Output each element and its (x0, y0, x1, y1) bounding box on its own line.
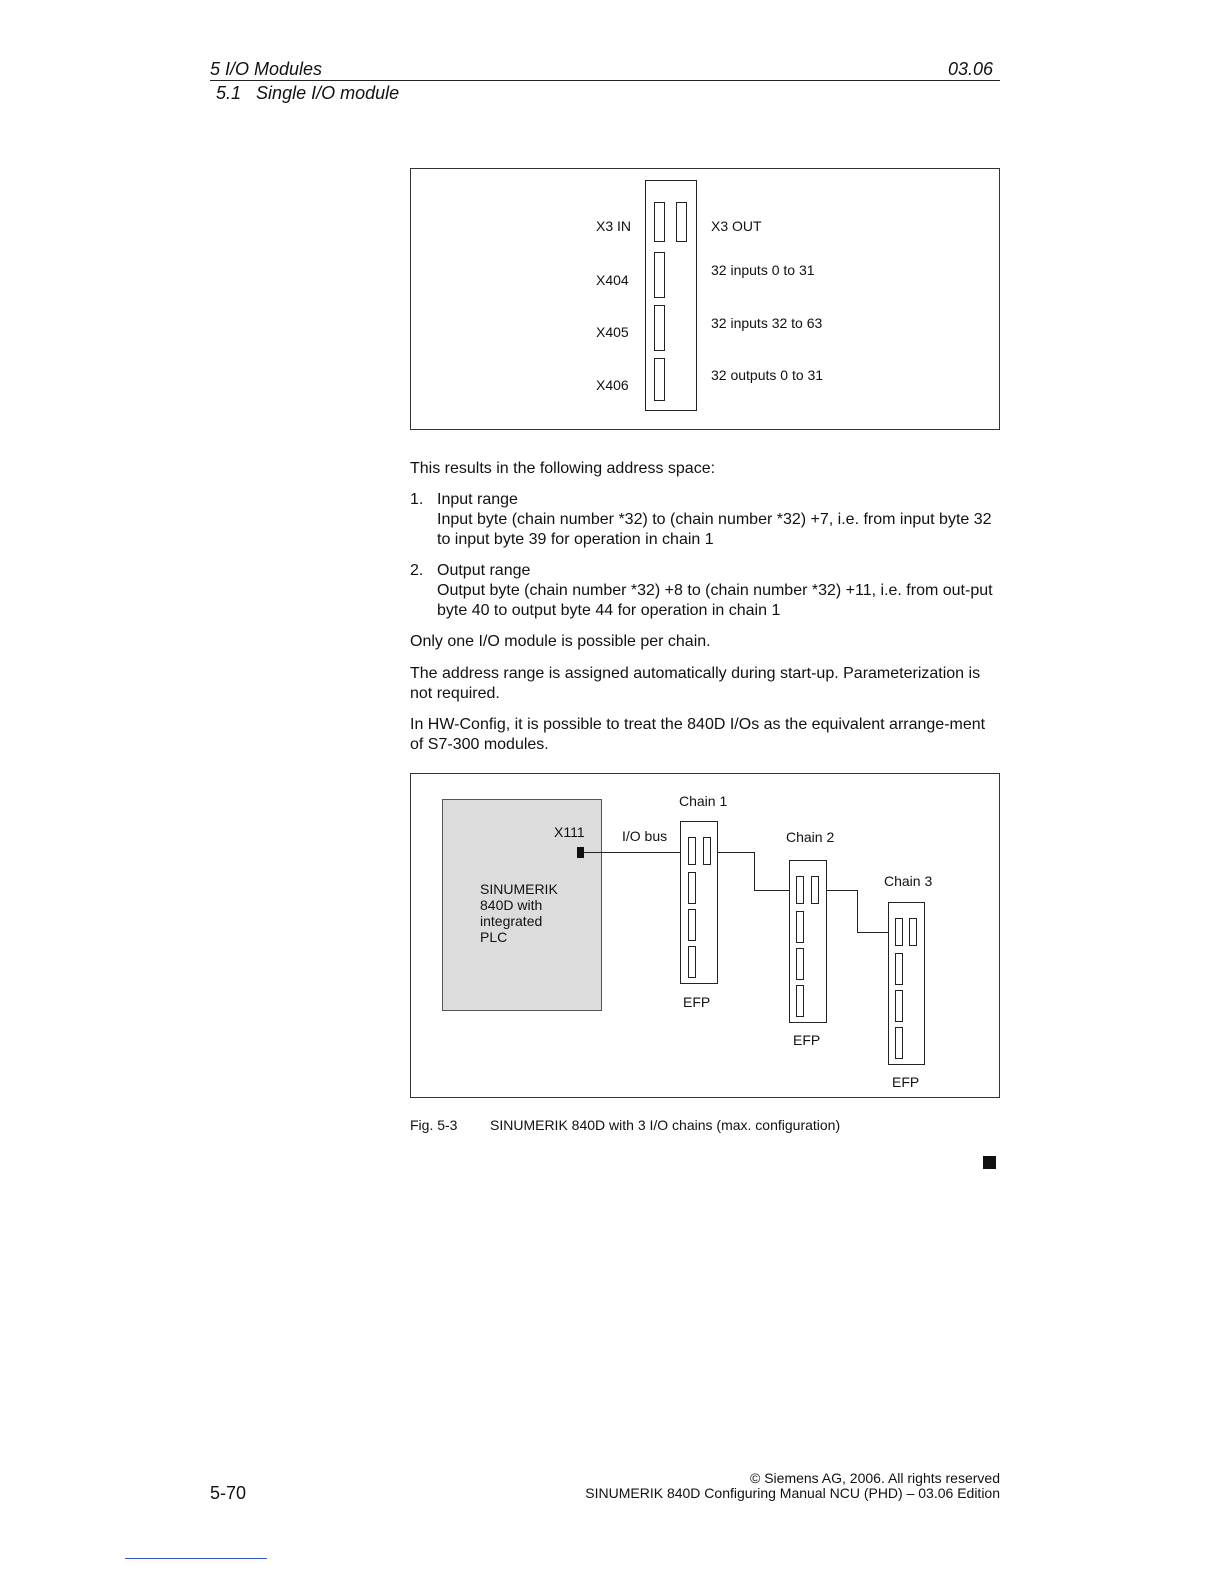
list-title: Input range (437, 491, 518, 508)
chain-2-in-connector (796, 876, 804, 904)
plc-label-line: 840D with (480, 897, 543, 913)
list-item-output-range (410, 561, 1000, 619)
chain-1-connector (688, 946, 696, 978)
figure-number: Fig. 5-3 (410, 1117, 458, 1133)
x111-port (577, 847, 584, 858)
chain-2-connector (796, 985, 804, 1017)
chain-1-connector (688, 872, 696, 904)
chain-3-connector (895, 1027, 903, 1059)
chain-2-efp-label: EFP (793, 1032, 821, 1048)
chain-1-out-connector (703, 837, 711, 865)
figure-caption: SINUMERIK 840D with 3 I/O chains (max. configuration) (490, 1117, 841, 1133)
plc-label-line: PLC (480, 929, 508, 945)
footer-link-underline (125, 1558, 267, 1559)
bus-line-chain1-chain2 (754, 890, 793, 891)
paragraph-address-range: The address range is assigned automatically during start-up. Parameterization is not required. (410, 665, 981, 702)
x3-out-connector (676, 202, 687, 242)
manual-line: SINUMERIK 840D Configuring Manual NCU (PHD) – 03.06 Edition (585, 1485, 1000, 1501)
bus-line-plc-chain1 (584, 852, 689, 853)
chain-3-label: Chain 3 (884, 873, 933, 889)
chapter-title: 5 I/O Modules (210, 59, 323, 79)
chain-2-connector (796, 948, 804, 980)
label-x404: X404 (596, 272, 629, 288)
chain-diagram (410, 773, 1000, 1098)
bus-line-chain1-drop (754, 852, 755, 891)
section-title: Single I/O module (256, 83, 400, 103)
chain-1-in-connector (688, 837, 696, 865)
io-module-body (645, 180, 697, 411)
header-rule (210, 80, 1000, 81)
chain-2-connector (796, 911, 804, 943)
label-x3-out: X3 OUT (711, 218, 762, 234)
label-inputs-0-31: 32 inputs 0 to 31 (711, 262, 815, 278)
chain-2-module (789, 860, 827, 1023)
chain-3-connector (895, 953, 903, 985)
plc-label-line: integrated (480, 913, 543, 929)
list-item-input-range (410, 490, 1000, 548)
intro-paragraph: This results in the following address space: (410, 460, 716, 477)
label-x406: X406 (596, 377, 629, 393)
chain-1-efp-label: EFP (683, 994, 711, 1010)
copyright-line: © Siemens AG, 2006. All rights reserved (750, 1470, 1000, 1486)
plc-label (480, 881, 558, 945)
chain-3-module (888, 902, 925, 1065)
x406-connector (654, 358, 665, 401)
page-number: 5-70 (210, 1483, 247, 1503)
chain-3-connector (895, 990, 903, 1022)
port-label-x111: X111 (554, 824, 585, 840)
label-inputs-32-63: 32 inputs 32 to 63 (711, 315, 823, 331)
version-label: 03.06 (948, 59, 994, 79)
bus-line-chain2-drop (857, 890, 858, 933)
label-outputs-0-31: 32 outputs 0 to 31 (711, 367, 824, 383)
module-diagram (410, 168, 1000, 430)
chain-1-connector (688, 909, 696, 941)
chain-3-efp-label: EFP (892, 1074, 920, 1090)
x405-connector (654, 305, 665, 351)
bus-label: I/O bus (622, 828, 668, 844)
section-heading (216, 83, 399, 104)
x404-connector (654, 252, 665, 298)
chain-2-out-connector (811, 876, 819, 904)
section-number: 5.1 (216, 83, 242, 103)
list-title: Output range (437, 562, 531, 579)
label-x405: X405 (596, 324, 629, 340)
list-detail: Output byte (chain number *32) +8 to (chain number *32) +11, i.e. from out-put byte 40 to output byte 44 for operation in chain 1 (437, 582, 993, 619)
list-number: 1. (410, 491, 424, 508)
x3-in-connector (654, 202, 665, 242)
chain-1-label: Chain 1 (679, 793, 728, 809)
list-number: 2. (410, 562, 424, 579)
list-detail: Input byte (chain number *32) to (chain number *32) +7, i.e. from input byte 32 to input byte 39 for operation in chain 1 (437, 511, 992, 548)
chain-1-module (680, 821, 718, 984)
chain-3-in-connector (895, 918, 903, 946)
plc-label-line: SINUMERIK (480, 881, 558, 897)
paragraph-hw-config: In HW-Config, it is possible to treat the 840D I/Os as the equivalent arrange-ment of S7-300 modules. (410, 716, 986, 753)
end-marker-icon (983, 1156, 996, 1169)
paragraph-one-module: Only one I/O module is possible per chain. (410, 633, 711, 650)
label-x3-in: X3 IN (596, 218, 632, 234)
chain-3-out-connector (909, 918, 917, 946)
chain-2-label: Chain 2 (786, 829, 835, 845)
